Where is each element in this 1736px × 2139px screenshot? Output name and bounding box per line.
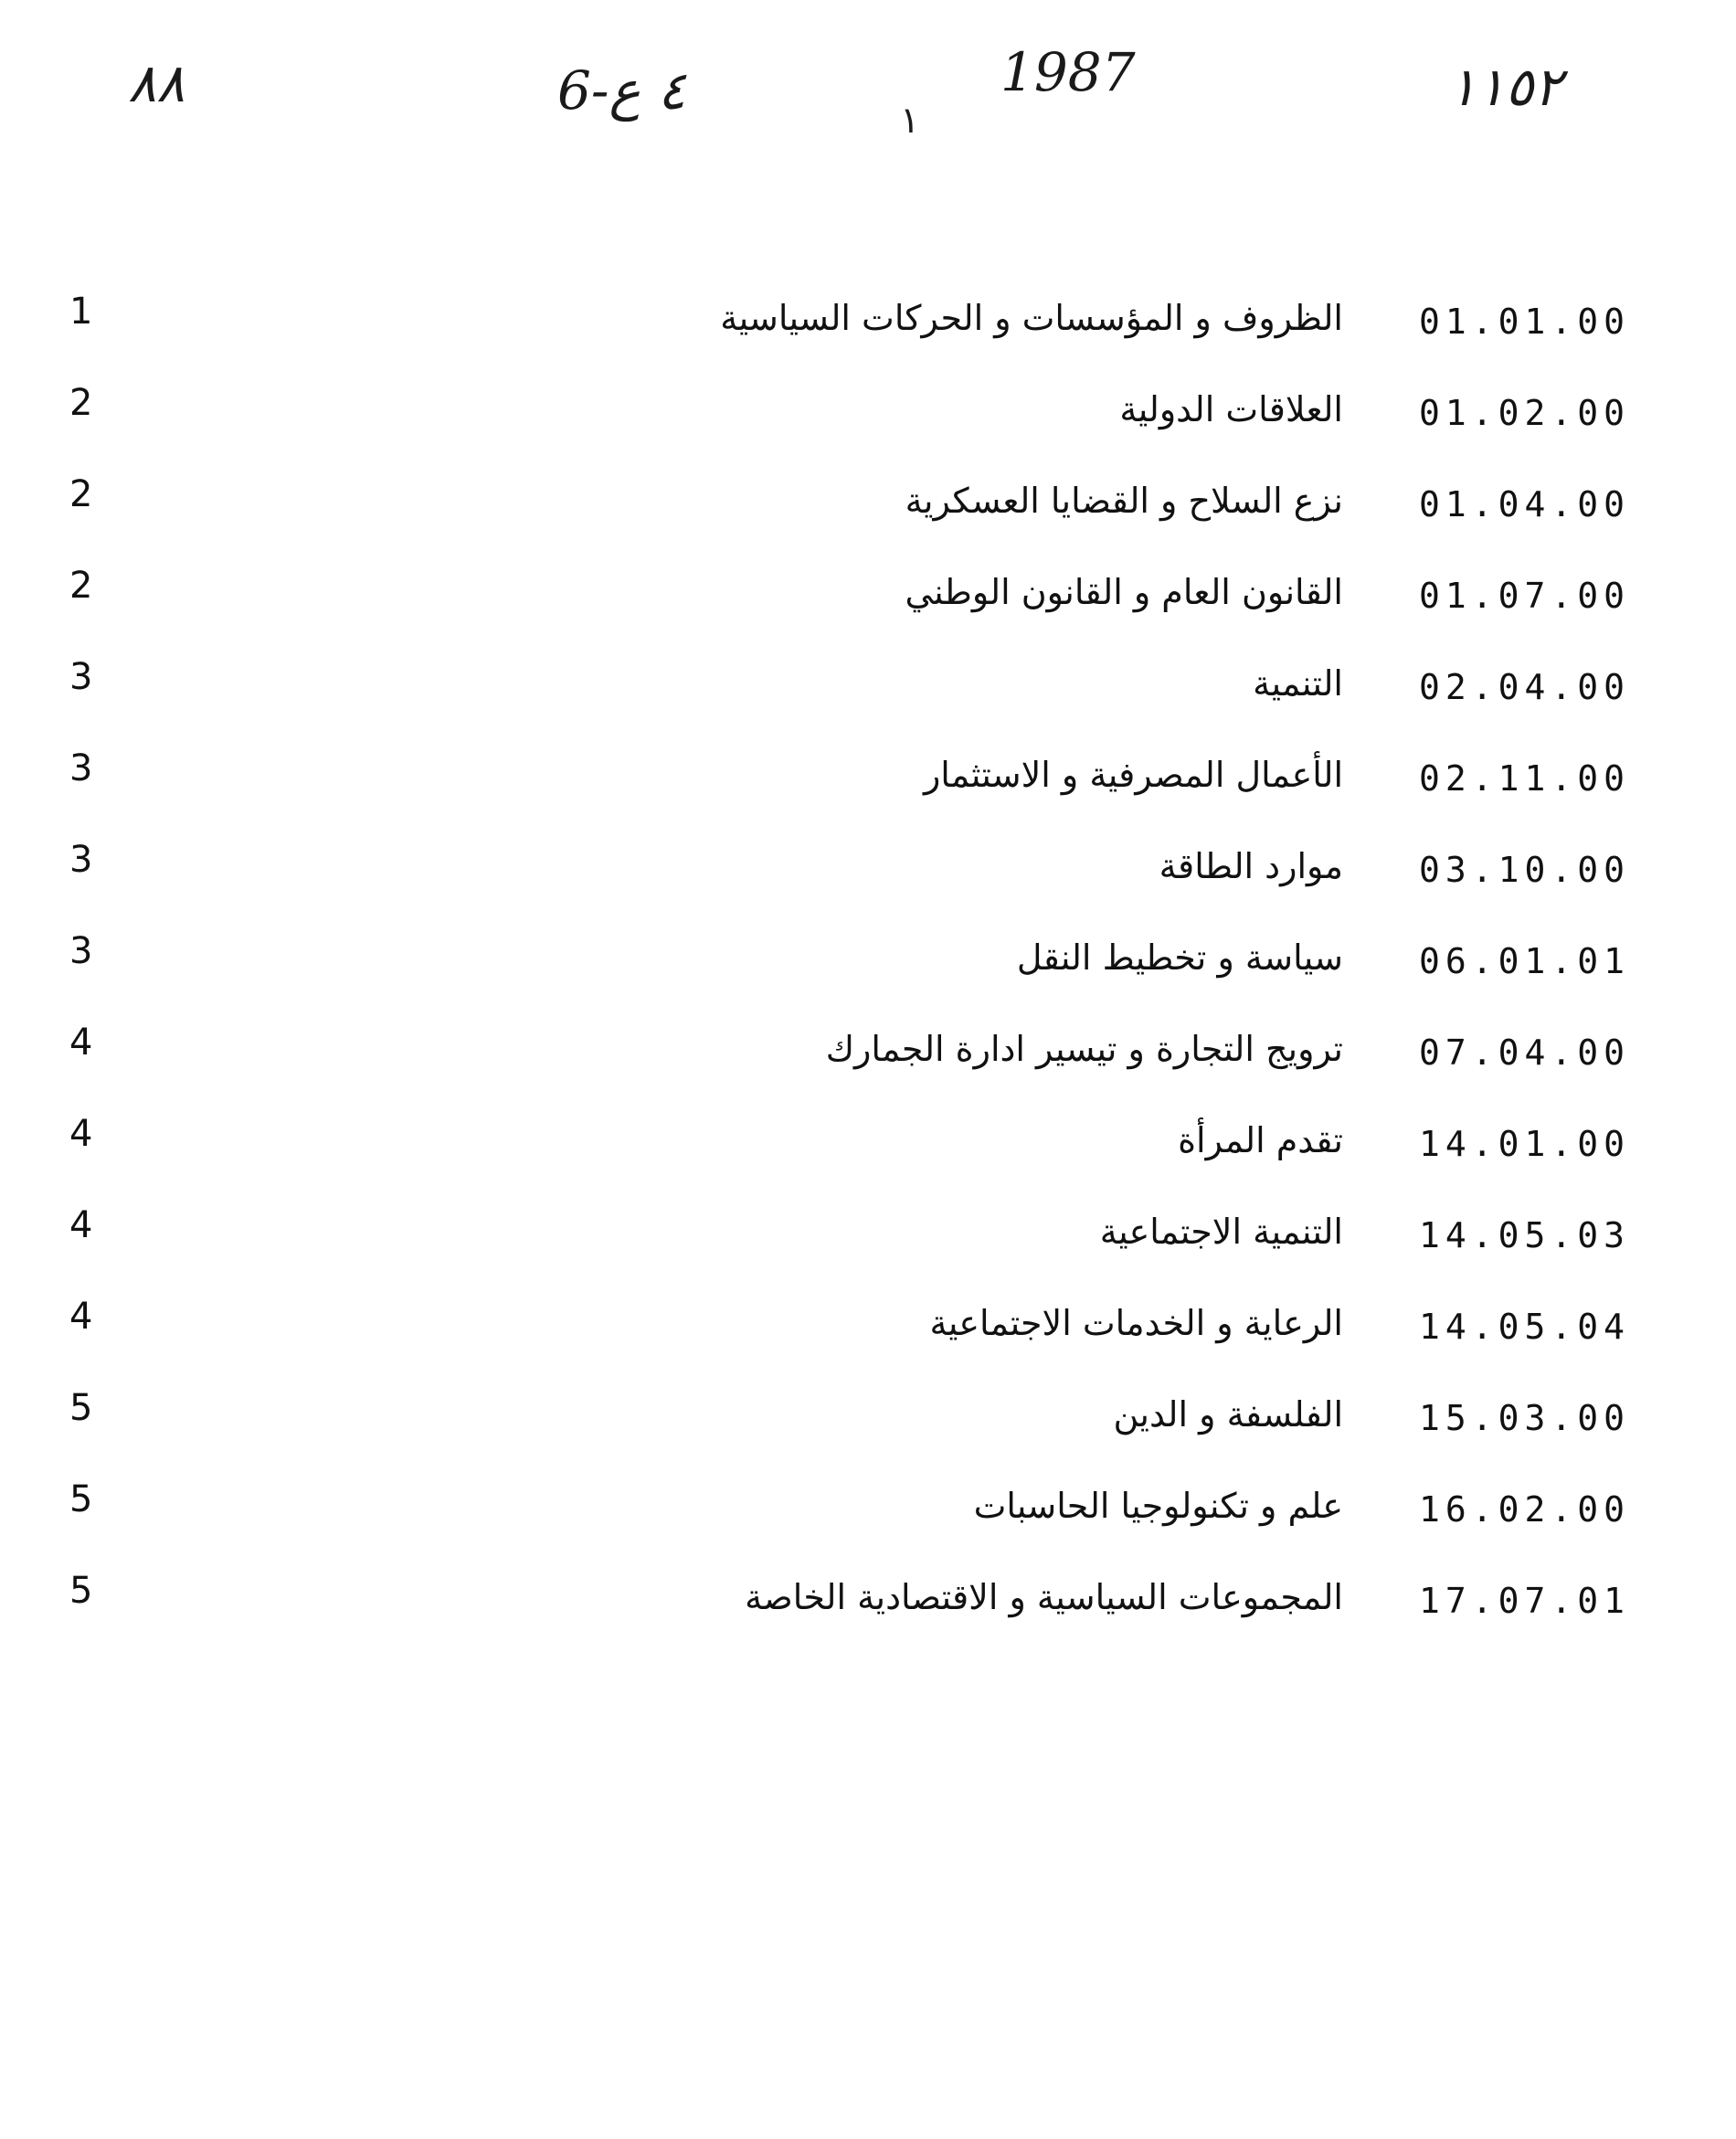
subject-title: الظروف و المؤسسات و الحركات السياسية (720, 298, 1343, 338)
index-row (0, 731, 1736, 822)
subject-title: علم و تكنولوجيا الحاسبات (973, 1486, 1343, 1526)
handwritten-annotation: 6-٤ ع (557, 59, 686, 122)
subject-title: القانون العام و القانون الوطني (905, 572, 1343, 612)
subject-title: موارد الطاقة (1159, 846, 1343, 886)
index-row (0, 1371, 1736, 1462)
subject-title: الأعمال المصرفية و الاستثمار (923, 755, 1343, 795)
subject-title: التنمية الاجتماعية (1099, 1212, 1343, 1252)
subject-code: 16.02.00 (1419, 1489, 1631, 1530)
subject-code: 15.03.00 (1419, 1398, 1631, 1438)
subject-code: 14.05.04 (1419, 1307, 1631, 1347)
index-row (0, 1188, 1736, 1279)
subject-code: 01.07.00 (1419, 576, 1631, 616)
index-row (0, 822, 1736, 914)
page-number: 5 (69, 1478, 93, 1520)
subject-title: نزع السلاح و القضايا العسكرية (905, 481, 1343, 521)
page-number: 4 (69, 1204, 93, 1246)
subject-code: 01.01.00 (1419, 302, 1631, 342)
page-number: 1 (69, 291, 93, 333)
index-row (0, 914, 1736, 1005)
index-row (0, 1462, 1736, 1553)
page-number: 5 (69, 1387, 93, 1429)
page-number: 3 (69, 930, 93, 972)
page-number: 4 (69, 1113, 93, 1155)
handwritten-annotation: ١١٥٢ (1448, 56, 1562, 118)
page-number: 2 (69, 382, 93, 424)
handwritten-annotation: ٨٨ (128, 52, 185, 114)
page-number: 3 (69, 747, 93, 789)
subject-title: الفلسفة و الدين (1113, 1394, 1343, 1435)
page-number: 3 (69, 656, 93, 698)
subject-index-list (0, 274, 1736, 1645)
subject-title: التنمية (1253, 663, 1343, 704)
subject-title: المجموعات السياسية و الاقتصادية الخاصة (745, 1577, 1343, 1617)
page-number: 4 (69, 1296, 93, 1338)
page-number: 3 (69, 839, 93, 881)
subject-code: 14.01.00 (1419, 1124, 1631, 1164)
subject-code: 07.04.00 (1419, 1032, 1631, 1073)
index-row (0, 274, 1736, 365)
page-number: 2 (69, 565, 93, 607)
index-row (0, 1005, 1736, 1096)
subject-code: 17.07.01 (1419, 1581, 1631, 1621)
page-number: 5 (69, 1570, 93, 1612)
page-number: 4 (69, 1022, 93, 1064)
subject-code: 02.11.00 (1419, 758, 1631, 799)
index-row (0, 457, 1736, 548)
index-row (0, 640, 1736, 731)
index-row (0, 365, 1736, 457)
subject-code: 06.01.01 (1419, 941, 1631, 981)
subject-title: ترويج التجارة و تيسير ادارة الجمارك (825, 1029, 1343, 1069)
handwritten-year: 1987 (1000, 41, 1136, 103)
subject-title: الرعاية و الخدمات الاجتماعية (929, 1303, 1343, 1343)
index-row (0, 548, 1736, 640)
page-number: 2 (69, 473, 93, 515)
subject-code: 03.10.00 (1419, 850, 1631, 890)
subject-code: 02.04.00 (1419, 667, 1631, 707)
handwritten-mark: ١ (900, 100, 920, 142)
subject-code: 14.05.03 (1419, 1215, 1631, 1255)
subject-title: سياسة و تخطيط النقل (1016, 937, 1343, 978)
subject-title: العلاقات الدولية (1119, 389, 1343, 429)
subject-code: 01.04.00 (1419, 484, 1631, 524)
subject-code: 01.02.00 (1419, 393, 1631, 433)
index-row (0, 1096, 1736, 1188)
index-row (0, 1279, 1736, 1371)
subject-title: تقدم المرأة (1178, 1120, 1343, 1160)
index-row (0, 1553, 1736, 1645)
